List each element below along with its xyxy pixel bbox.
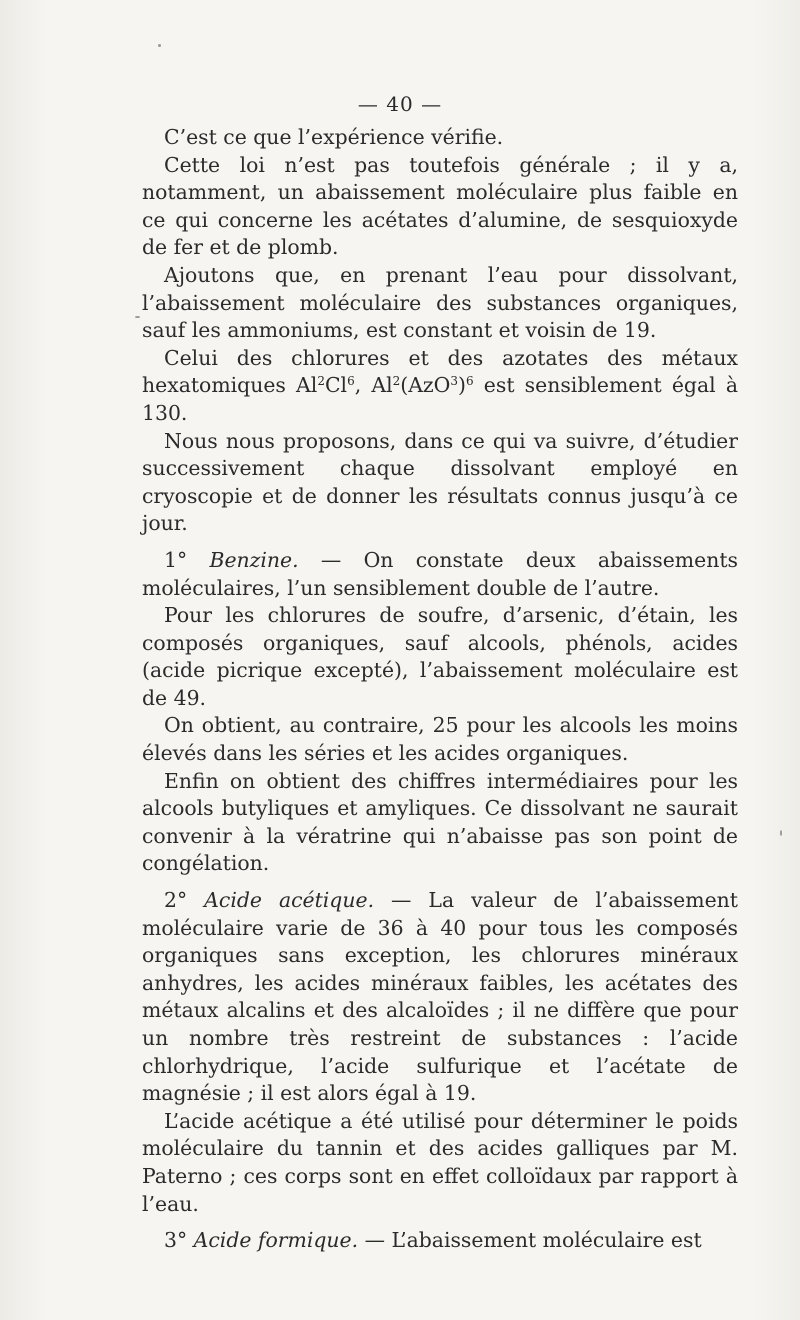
paragraph-formula: Celui des chlorures et des azotates des métaux hexatomiques Al$^2$Cl$^6$, $Al^2(AzO^3)^6$ est sensiblement égal à 130. xyxy=(142,345,738,425)
paper-speck xyxy=(780,830,782,836)
section-benzine: 1° Benzine. — On constate deux abaissements moléculaires, l’un sensiblement double de l’autre. xyxy=(142,547,739,600)
section-title: Benzine. xyxy=(209,547,299,572)
section-number: 2° xyxy=(164,888,188,913)
paragraph: C’est ce que l’expérience vérifie. xyxy=(164,125,504,149)
paragraph: L’acide acétique a été utilisé pour déterminer le poids moléculaire du tannin et des acides galliques par M. Paterno ; ces corps sont en effet colloïdaux par rapport à l’eau. xyxy=(142,1108,738,1216)
paper-speck xyxy=(135,316,140,318)
section-title: Acide acétique. xyxy=(204,888,375,913)
paragraph: Enfin on obtient des chiffres intermédiaires pour les alcools butyliques et amyliques. Ce dissolvant ne saurait convenir à la vératrine qui n’abaisse pas son point de congélation. xyxy=(142,768,738,876)
paragraph: Pour les chlorures de soufre, d’arsenic, d’étain, les composés organiques, sauf alcools, phénols, acides (acide picrique excepté), l’abaissement moléculaire est de 49. xyxy=(142,603,738,710)
paragraph: Nous nous proposons, dans ce qui va suivre, d’étudier successivement chaque dissolvant employé en cryoscopie et de donner les résultats connus jusqu’à ce jour. xyxy=(142,428,738,536)
paragraph: Ajoutons que, en prenant l’eau pour dissolvant, l’abaissement moléculaire des substances organiques, sauf les ammoniums, est constant et voisin de 19. xyxy=(142,262,738,343)
section-acide-acetique: 2° Acide acétique. — La valeur de l’abaissement moléculaire varie de 36 à 40 pour tous les composés organiques sans exception, les chlorures minéraux anhydres, les acides minéraux faibles, les acétates des métaux alcalins et des alcaloïdes ; il ne diffère que pour un nombre très restreint de substances : l’acide chlorhydrique, l’acide sulfurique et l’acétate de magnésie ; il est alors égal à 19. xyxy=(142,888,738,1106)
section-number: 1° xyxy=(164,547,188,572)
paragraph: Cette loi n’est pas toutefois générale ; il y a, notamment, un abaissement moléculaire plus faible en ce qui concerne les acétates d’alumine, de sesquioxyde de fer et de plomb. xyxy=(142,152,738,260)
section-title: Acide formique. xyxy=(193,1228,359,1253)
body-text xyxy=(142,124,738,1255)
section-number: 3° xyxy=(164,1228,188,1253)
section-acide-formique: 3° Acide formique. — L’abaissement moléculaire est xyxy=(164,1228,702,1253)
paper-speck xyxy=(158,44,161,47)
page-number: — 40 — xyxy=(357,92,443,116)
paragraph: On obtient, au contraire, 25 pour les alcools les moins élevés dans les séries et les acides organiques. xyxy=(142,713,738,766)
